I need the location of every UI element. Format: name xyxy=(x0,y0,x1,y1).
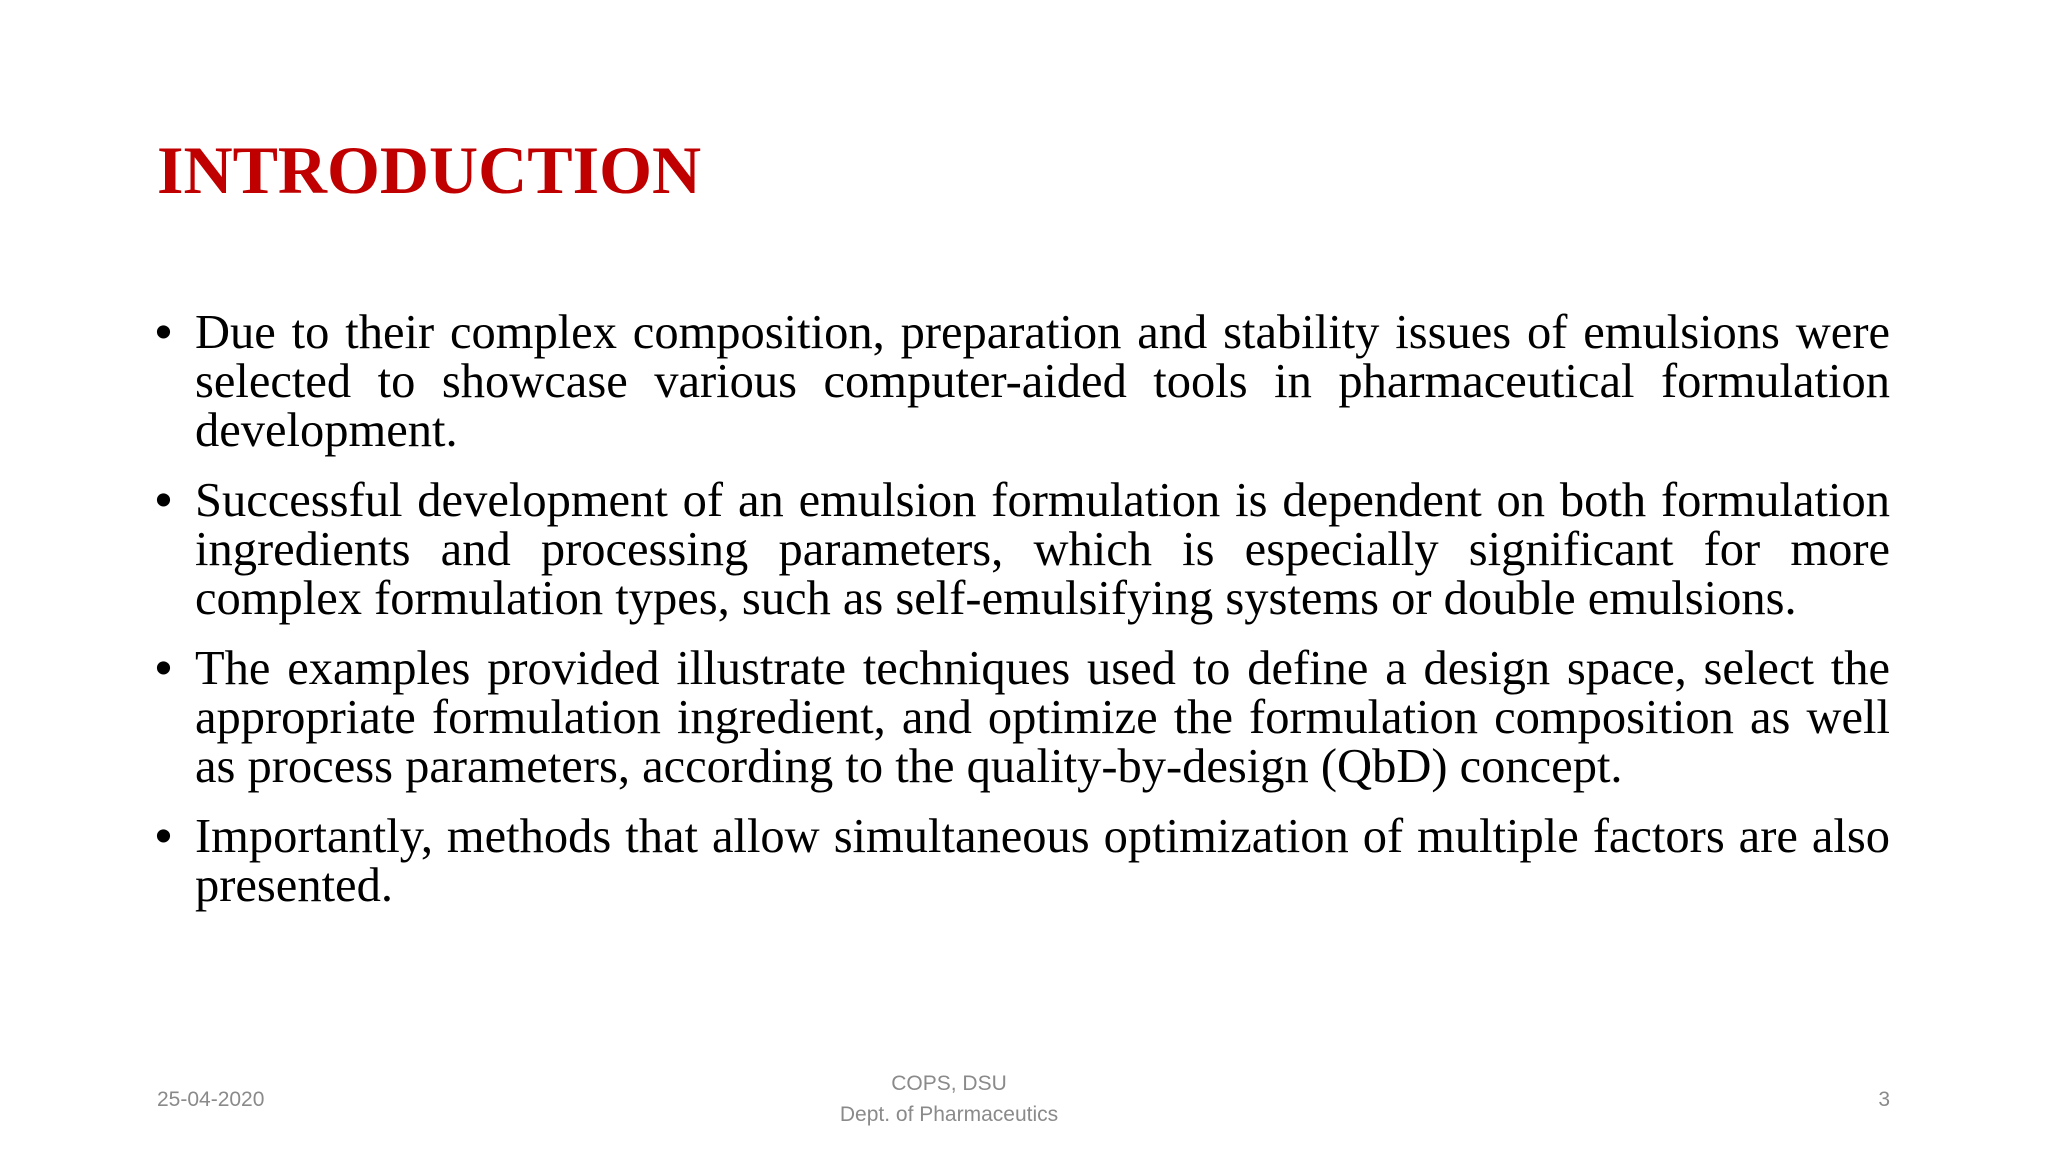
bullet-item xyxy=(155,305,1890,457)
bullet-icon: • xyxy=(155,305,172,359)
bullet-icon: • xyxy=(155,809,172,863)
bullet-list xyxy=(155,305,1890,931)
footer-organization xyxy=(749,1068,1149,1130)
bullet-icon: • xyxy=(155,473,172,527)
bullet-item xyxy=(155,473,1890,625)
bullet-icon: • xyxy=(155,641,172,695)
bullet-text: The examples provided illustrate techniques used to define a design space, select the appropriate formulation ingredient, and optimize the formulation composition as well as process parameters, according to the quality-by-design (QbD) concept. xyxy=(195,642,1890,793)
footer-date: 25-04-2020 xyxy=(157,1088,265,1111)
footer-department: Dept. of Pharmaceutics xyxy=(839,1103,1059,1126)
slide-title: INTRODUCTION xyxy=(157,132,702,208)
bullet-item xyxy=(155,641,1890,793)
bullet-text: Successful development of an emulsion formulation is dependent on both formulation ingredients and processing parameters, which is especially significant for more complex formulation types, such as self-emulsifying systems or double emulsions. xyxy=(195,474,1890,625)
footer-institution: COPS, DSU xyxy=(891,1072,1007,1095)
slide-number: 3 xyxy=(1878,1088,1890,1111)
bullet-text: Importantly, methods that allow simultaneous optimization of multiple factors are also presented. xyxy=(195,810,1890,912)
bullet-text: Due to their complex composition, preparation and stability issues of emulsions were selected to showcase various computer-aided tools in pharmaceutical formulation development. xyxy=(195,306,1890,457)
bullet-item xyxy=(155,809,1890,912)
